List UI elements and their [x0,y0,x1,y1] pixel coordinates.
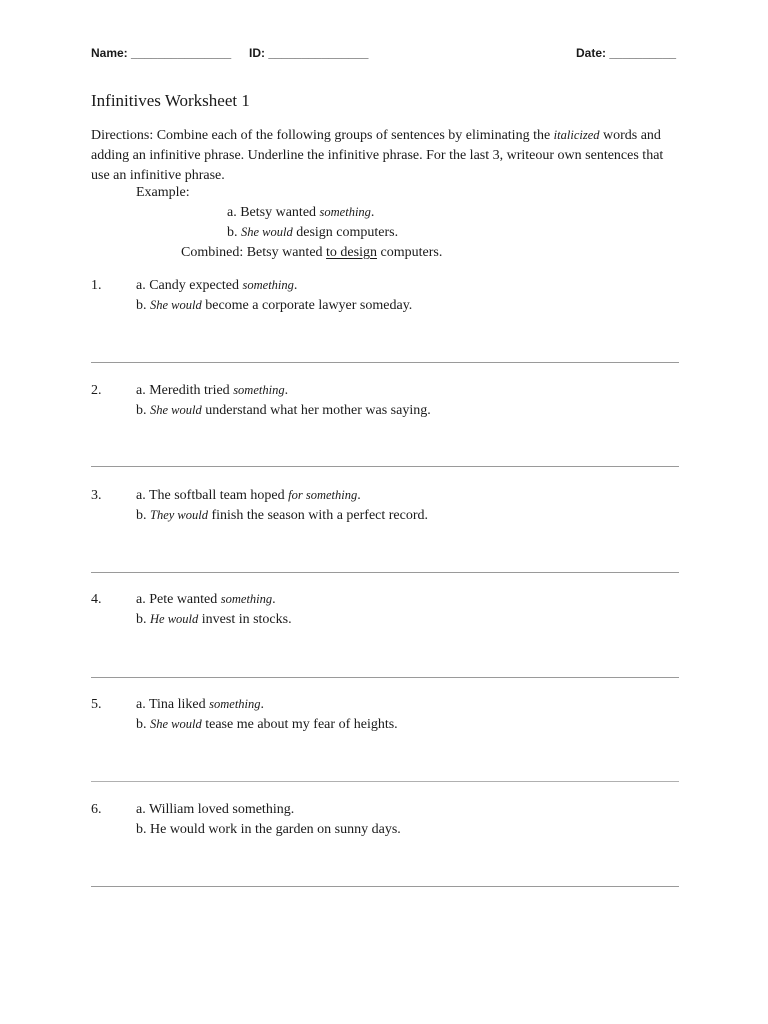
answer-line[interactable] [91,781,679,782]
item-b-italic: She would [150,717,202,731]
item-b-pre: b. [136,403,150,418]
item-a-pre: a. Candy expected [136,278,243,293]
item-b-pre: b. He would work in the garden on sunny days. [136,822,401,837]
item-a-pre: a. Pete wanted [136,592,221,607]
item-number: 5. [91,697,102,712]
example-combined-underlined: to design [326,245,377,260]
item-line-a [136,488,361,504]
item-number: 3. [91,488,102,503]
item-b-pre: b. [136,298,150,313]
item-b-pre: b. [136,717,150,732]
date-field-label: Date: __________ [576,46,677,60]
item-a-italic: something [233,383,285,397]
item-line-b [136,822,401,838]
answer-line[interactable] [91,886,679,887]
item-a-post: . [260,697,265,712]
example-line-a [227,205,374,221]
item-number: 2. [91,383,102,398]
item-a-post: . [272,592,276,607]
item-a-italic: for something [288,488,358,502]
directions-after: words and adding an infinitive phrase. Underline the infinitive phrase. For the last 3, writeour own sentences that use an infinitive phrase. [91,128,664,183]
item-b-pre: b. [136,508,150,523]
item-a-pre: a. William loved something. [136,802,295,817]
item-a-pre: a. The softball team hoped [136,488,289,503]
directions-before: Directions: Combine each of the following groups of sentences by eliminating the [91,128,554,143]
item-b-post: tease me about my fear of heights. [201,717,398,732]
item-a-italic: something [220,592,273,606]
item-b-pre: b. [136,612,150,627]
answer-line[interactable] [91,677,679,678]
item-line-b [136,508,428,524]
example-a-post: . [370,205,375,220]
name-field-label: Name: _______________ [91,46,232,60]
item-line-b [136,717,398,733]
item-line-a [136,278,297,294]
example-label: Example: [136,185,190,200]
example-a-italic: something [319,205,371,219]
item-line-a [136,802,294,818]
item-b-italic: They would [150,508,208,522]
directions-text [91,125,681,186]
item-b-post: finish the season with a perfect record. [207,508,429,523]
example-combined-pre: Combined: Betsy wanted [181,245,327,260]
example-line-b [227,225,398,241]
item-b-post: invest in stocks. [198,612,292,627]
item-line-a [136,697,264,713]
example-b-post: design computers. [292,225,399,240]
answer-line[interactable] [91,572,679,573]
item-b-italic: He would [150,612,199,626]
answer-line[interactable] [91,362,679,363]
item-b-italic: She would [150,403,202,417]
example-combined [181,245,442,261]
item-a-post: . [284,383,289,398]
worksheet-title: Infinitives Worksheet 1 [91,91,250,110]
item-a-pre: a. Meredith tried [136,383,234,398]
item-number: 4. [91,592,102,607]
item-a-pre: a. Tina liked [136,697,210,712]
answer-line[interactable] [91,466,679,467]
item-line-b [136,403,431,419]
item-line-b [136,612,292,628]
item-a-post: . [357,488,361,503]
item-b-post: understand what her mother was saying. [201,403,431,418]
item-number: 1. [91,278,102,293]
example-a-pre: a. Betsy wanted [227,205,320,220]
item-a-post: . [293,278,298,293]
item-line-a [136,383,288,399]
item-a-italic: something [242,278,294,292]
id-field-label: ID: _______________ [249,46,369,60]
example-b-pre: b. [227,225,241,240]
item-line-b [136,298,412,314]
example-combined-post: computers. [377,245,443,260]
item-b-post: become a corporate lawyer someday. [201,298,413,313]
item-a-italic: something [209,697,261,711]
item-line-a [136,592,276,608]
example-b-italic: She would [241,225,293,239]
directions-italic: italicized [553,128,600,142]
item-number: 6. [91,802,102,817]
item-b-italic: She would [150,298,202,312]
